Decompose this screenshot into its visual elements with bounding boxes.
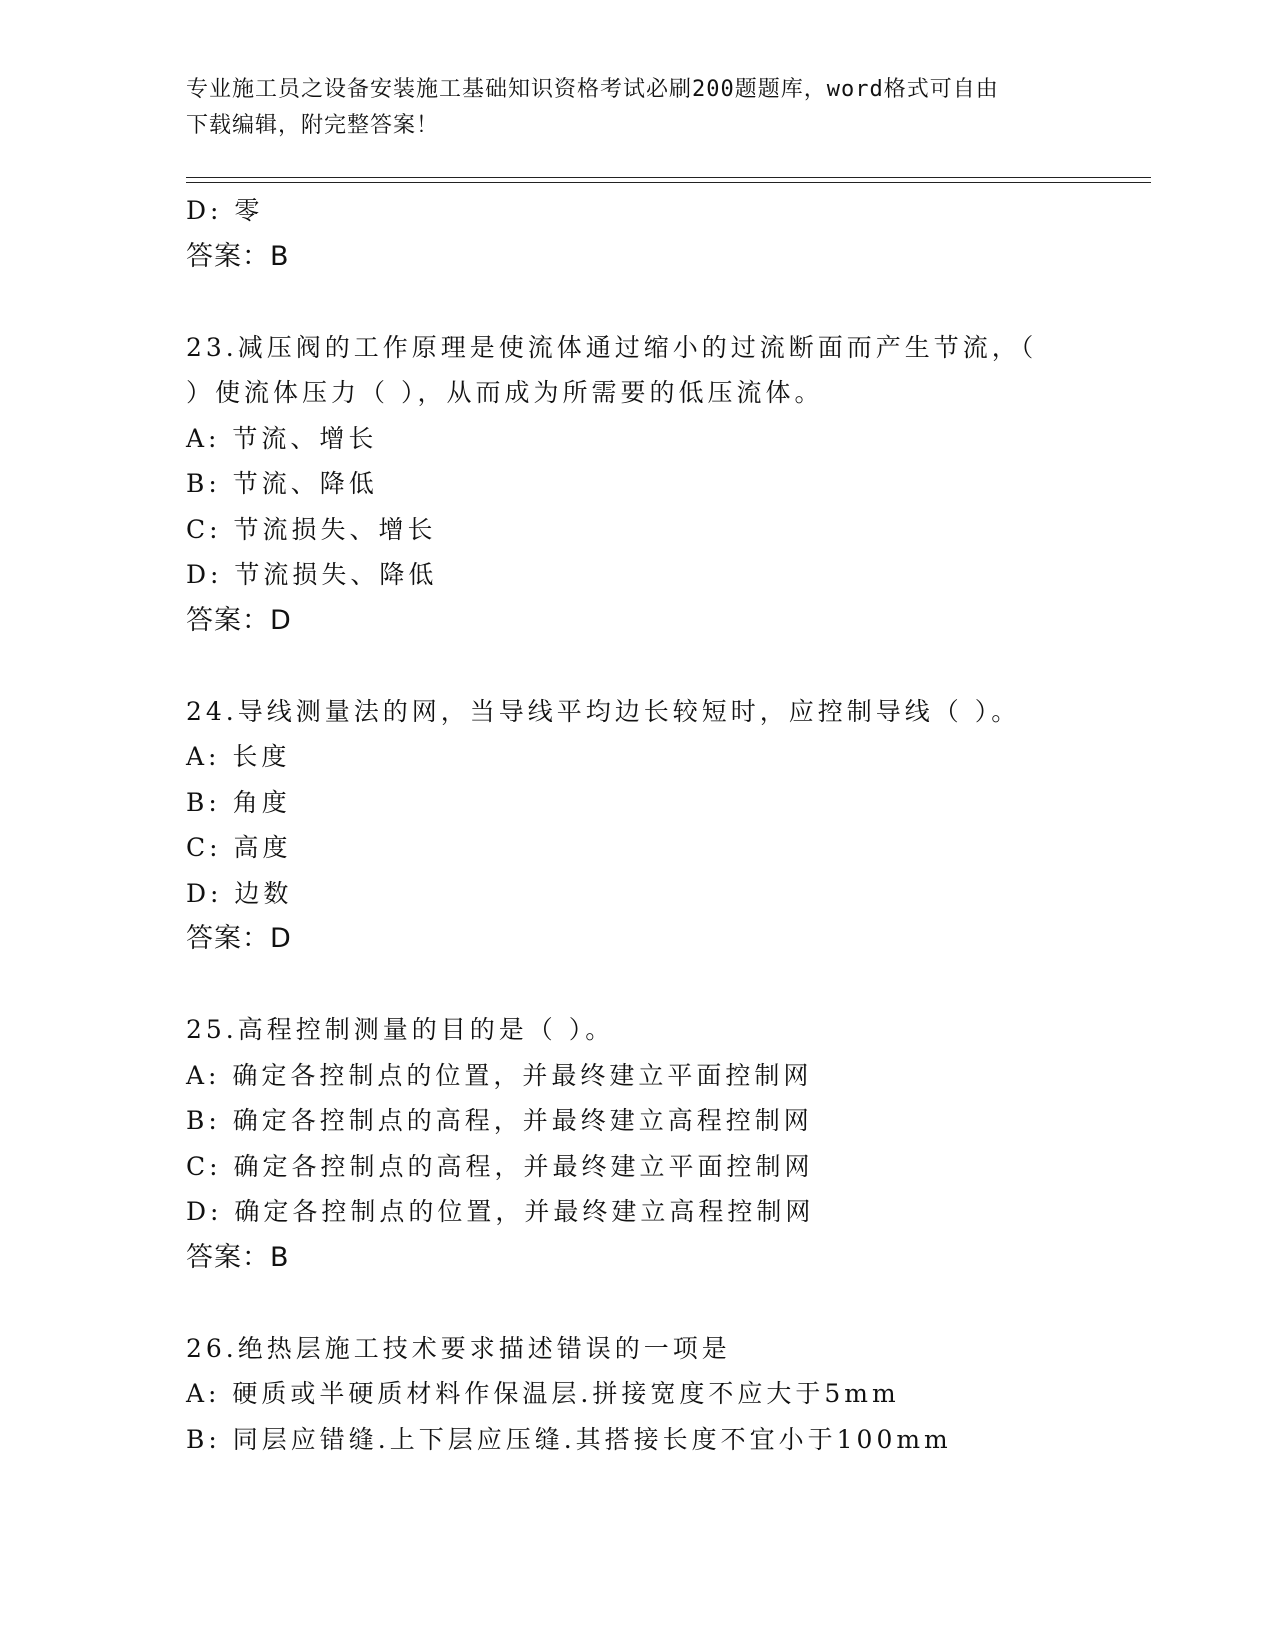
answer-line: 答案：D (186, 604, 292, 636)
question-25 (186, 1007, 1146, 1280)
option-a: A: 硬质或半硬质材料作保温层.拼接宽度不应大于5mm (186, 1379, 900, 1408)
answer-line: 答案：D (186, 923, 292, 954)
option-b: B: 同层应错缝.上下层应压缝.其搭接长度不宜小于100mm (186, 1424, 952, 1454)
question-stem-continued: ）使流体压力（ ），从而成为所需要的低压流体。 (186, 378, 824, 407)
question-24 (186, 689, 1146, 962)
header-line-2: 下载编辑，附完整答案！ (186, 113, 440, 138)
document-body (186, 188, 1146, 1462)
option-a: A: 节流、增长 (186, 423, 378, 453)
option-c: C: 确定各控制点的高程，并最终建立平面控制网 (186, 1151, 814, 1181)
question-stem: 24.导线测量法的网，当导线平均边长较短时，应控制导线（ ）。 (186, 696, 1021, 726)
option-b: B: 角度 (186, 787, 291, 817)
header-divider-bottom (186, 182, 1151, 183)
option-a: A: 确定各控制点的位置，并最终建立平面控制网 (186, 1060, 813, 1090)
prev-question-tail (186, 188, 1146, 279)
question-stem: 25.高程控制测量的目的是（ ）。 (186, 1015, 615, 1044)
option-d: D: 零 (186, 196, 264, 225)
question-23 (186, 325, 1146, 644)
option-d: D: 边数 (186, 878, 293, 908)
spacer (186, 279, 1146, 325)
option-b: B: 确定各控制点的高程，并最终建立高程控制网 (186, 1106, 813, 1135)
header-line-1: 专业施工员之设备安装施工基础知识资格考试必刷200题题库，word格式可自由 (186, 77, 999, 102)
question-stem: 23.减压阀的工作原理是使流体通过缩小的过流断面而产生节流，（ (186, 332, 1038, 362)
header-divider-top (186, 177, 1151, 178)
question-stem: 26.绝热层施工技术要求描述错误的一项是 (186, 1333, 731, 1363)
question-26 (186, 1326, 1146, 1463)
answer-line: 答案：B (186, 240, 290, 272)
option-c: C: 高度 (186, 833, 292, 862)
spacer (186, 962, 1146, 1008)
option-d: D: 节流损失、降低 (186, 560, 438, 589)
spacer (186, 1280, 1146, 1326)
document-header (186, 72, 1066, 144)
option-b: B: 节流、降低 (186, 469, 378, 498)
option-c: C: 节流损失、增长 (186, 514, 437, 544)
answer-line: 答案：B (186, 1241, 290, 1273)
option-d: D: 确定各控制点的位置，并最终建立高程控制网 (186, 1197, 815, 1226)
option-a: A: 长度 (186, 742, 291, 771)
spacer (186, 643, 1146, 689)
